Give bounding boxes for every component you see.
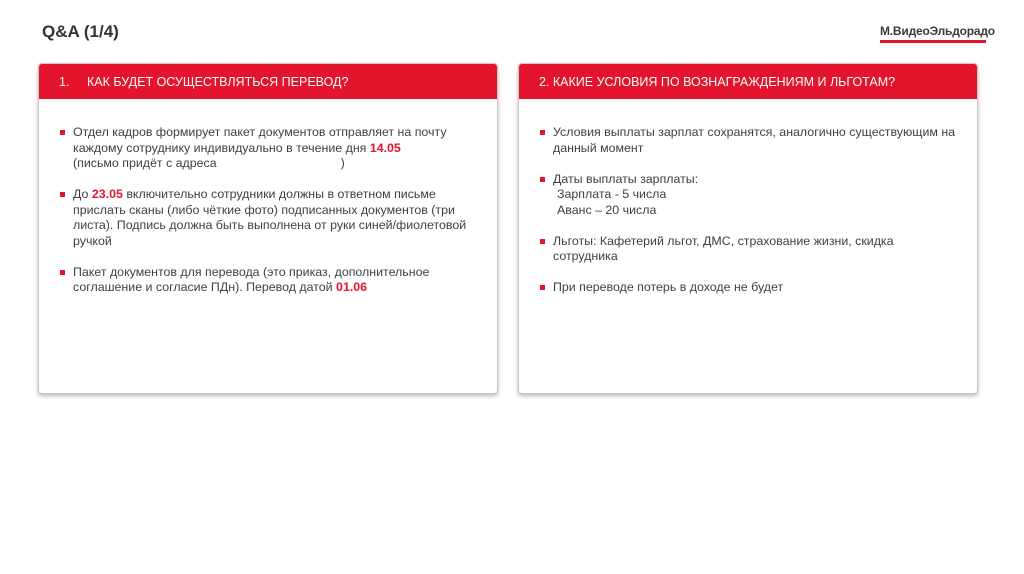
list-item-text: Отдел кадров формирует пакет документов отправляет на почту каждому сотруднику индивидуально в течение дня [73, 125, 447, 155]
brand-logo [880, 24, 995, 43]
transfer-panel-number: 1. [59, 74, 70, 89]
list-item-text: Даты выплаты зарплаты: [553, 171, 699, 186]
list-item [60, 265, 477, 296]
list-item [60, 125, 477, 172]
list-item [540, 125, 957, 156]
advance-date-line: Аванс – 20 числа [557, 202, 657, 217]
transfer-panel [38, 63, 498, 394]
list-item-text: включительно сотрудники должны в ответном письме прислать сканы (либо чёткие фото) подписанных документов (три листа). Подпись должна быть выполнена от руки синей/фиолетовой ручкой [73, 187, 467, 248]
list-item [540, 234, 957, 265]
highlight-date: 01.06 [336, 280, 368, 294]
benefits-list [540, 125, 957, 296]
list-item-text: Пакет документов для перевода (это приказ, дополнительное соглашение и согласие ПДн). Перевод датой [73, 264, 430, 294]
logo-text: М.ВидеоЭльдорадо [880, 24, 995, 38]
salary-date-line: Зарплата - 5 числа [557, 187, 667, 201]
list-item-text: До [73, 187, 92, 201]
list-item [540, 280, 957, 296]
page-title: Q&A (1/4) [42, 22, 119, 41]
benefits-panel-header [519, 64, 977, 99]
logo-underline [880, 40, 986, 43]
list-item-text: При переводе потерь в доходе не будет [553, 280, 784, 294]
transfer-panel-title: КАК БУДЕТ ОСУЩЕСТВЛЯТЬСЯ ПЕРЕВОД? [87, 74, 349, 89]
list-item-text: Льготы: Кафетерий льгот, ДМС, страхование жизни, скидка сотрудника [553, 233, 894, 263]
transfer-list [60, 125, 477, 296]
benefits-panel-body [519, 99, 977, 296]
benefits-panel-title: 2. КАКИЕ УСЛОВИЯ ПО ВОЗНАГРАЖДЕНИЯМ И ЛЬГОТАМ? [539, 74, 896, 89]
transfer-panel-body [39, 99, 497, 296]
benefits-panel [518, 63, 978, 394]
highlight-date: 14.05 [369, 140, 401, 155]
highlight-date: 23.05 [91, 187, 123, 201]
list-item [60, 187, 477, 249]
list-item-text: (письмо придёт с адреса [73, 156, 217, 170]
list-item [540, 172, 957, 219]
list-item-text: ) [340, 156, 345, 170]
list-item-text: Условия выплаты зарплат сохранятся, аналогично существующим на данный момент [553, 125, 956, 155]
transfer-panel-header [39, 64, 497, 99]
